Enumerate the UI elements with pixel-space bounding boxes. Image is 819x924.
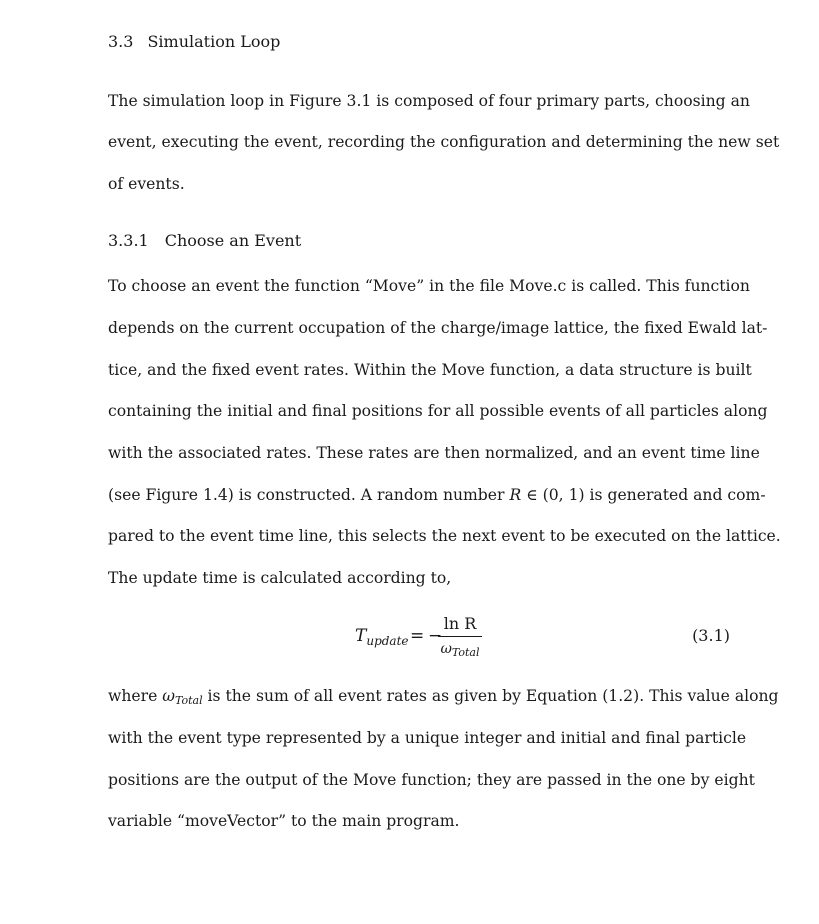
paragraph-line: with the associated rates. These rates are then normalized, and an event time line bbox=[108, 444, 760, 462]
paragraph-line: pared to the event time line, this selects the next event to be executed on the lattice. bbox=[108, 527, 781, 545]
paragraph-line: The update time is calculated according to, bbox=[108, 569, 452, 587]
math-subscript: Total bbox=[451, 646, 480, 659]
paragraph-line: with the event type represented by a unique integer and initial and final particle bbox=[108, 729, 747, 747]
paragraph-line: The simulation loop in Figure 3.1 is composed of four primary parts, choosing an bbox=[108, 92, 750, 110]
paragraph-line bbox=[108, 686, 779, 711]
fraction-denominator bbox=[438, 640, 482, 662]
text-run: where bbox=[108, 687, 163, 705]
math-symbol: ω bbox=[440, 641, 452, 657]
text-run: is the sum of all event rates as given by Equation (1.2). This value along bbox=[202, 687, 779, 705]
paragraph-line: positions are the output of the Move function; they are passed in the one by eight bbox=[108, 771, 755, 789]
paragraph-line: event, executing the event, recording the configuration and determining the new set bbox=[108, 133, 780, 151]
subsection-heading bbox=[108, 231, 301, 251]
paragraph-line: tice, and the fixed event rates. Within the Move function, a data structure is built bbox=[108, 361, 752, 379]
paragraph-line: containing the initial and final positions for all possible events of all particles along bbox=[108, 402, 768, 420]
math-symbol: T bbox=[355, 626, 367, 646]
paragraph-line: variable “moveVector” to the main program. bbox=[108, 812, 460, 830]
fraction bbox=[438, 614, 482, 662]
equation-lhs bbox=[355, 626, 409, 648]
minus-sign: − bbox=[428, 626, 443, 646]
section-title: Simulation Loop bbox=[147, 32, 281, 51]
section-heading bbox=[108, 32, 280, 52]
paragraph-line bbox=[108, 485, 766, 505]
text-run: (see Figure 1.4) is constructed. A random number bbox=[108, 486, 510, 504]
math-subscript: update bbox=[366, 634, 409, 648]
fraction-bar bbox=[438, 636, 482, 637]
math-subscript: Total bbox=[174, 694, 203, 707]
fraction-numerator: ln R bbox=[443, 614, 477, 633]
equation-block bbox=[0, 612, 819, 662]
subsection-title: Choose an Event bbox=[164, 231, 302, 250]
equation-number: (3.1) bbox=[692, 626, 730, 645]
text-run: ∈ (0, 1) is generated and com- bbox=[521, 486, 766, 504]
subsection-number: 3.3.1 bbox=[108, 231, 149, 250]
paragraph-line: depends on the current occupation of the charge/image lattice, the fixed Ewald lat- bbox=[108, 319, 768, 337]
math-variable: R bbox=[509, 486, 522, 504]
section-number: 3.3 bbox=[108, 32, 134, 51]
math-symbol: ω bbox=[162, 687, 175, 705]
paragraph-line: of events. bbox=[108, 175, 185, 193]
paragraph-line: To choose an event the function “Move” in the file Move.c is called. This function bbox=[108, 277, 750, 295]
equals-sign: = bbox=[410, 626, 425, 646]
